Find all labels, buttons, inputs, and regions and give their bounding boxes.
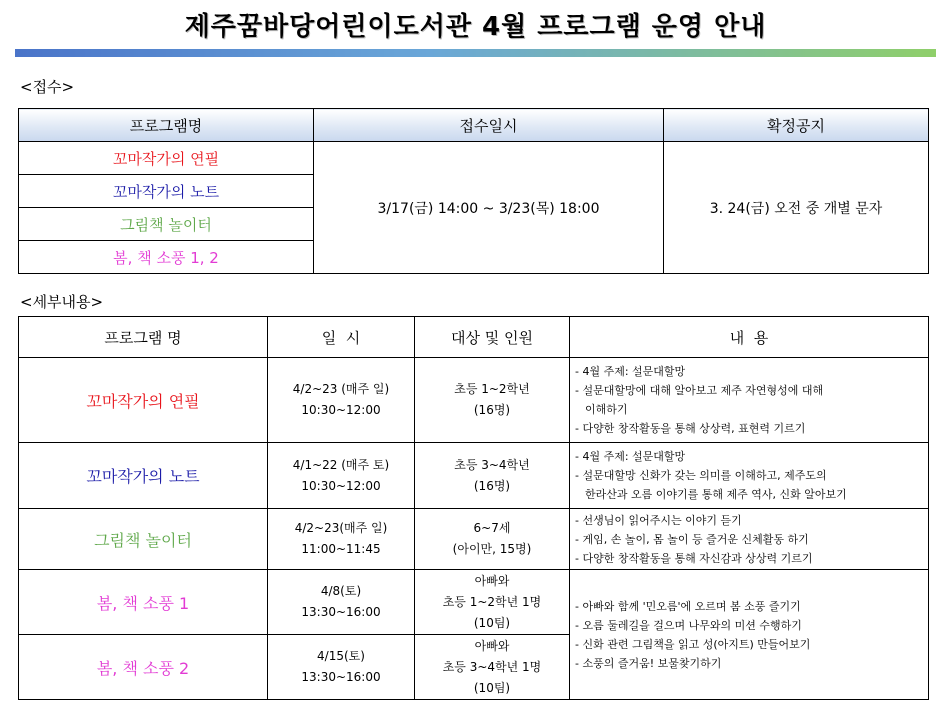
header-program-name: 프로그램명 (19, 109, 314, 142)
program-schedule (268, 570, 415, 635)
schedule-time: 13:30~16:00 (301, 670, 381, 684)
title-underline-bar (15, 49, 936, 57)
program-target (415, 358, 570, 443)
registration-program-name: 그림책 놀이터 (19, 208, 314, 241)
content-line: - 다양한 창작활동을 통해 상상력, 표현력 기르기 (575, 422, 806, 435)
target-group: 6~7세 (473, 521, 511, 535)
content-line: - 오름 둘레길을 걸으며 나무와의 미션 수행하기 (575, 618, 802, 632)
content-line: - 아빠와 함께 '민오름'에 오르며 봄 소풍 즐기기 (575, 599, 801, 613)
target-group: 초등 3~4학년 (454, 457, 530, 472)
program-schedule (268, 635, 415, 700)
details-row (19, 509, 929, 570)
target-capacity: (16명) (473, 478, 511, 493)
content-line: - 소풍의 즐거움! 보물찾기하기 (575, 656, 722, 670)
details-row (19, 358, 929, 443)
program-name: 꼬마작가의 연필 (19, 358, 268, 443)
content-line: - 설문대할망에 대해 알아보고 제주 자연형성에 대해 (575, 384, 824, 397)
program-content (570, 570, 929, 700)
program-target (415, 635, 570, 700)
registration-row (19, 142, 929, 175)
header-content: 내 용 (570, 317, 929, 358)
confirmation-notice: 3. 24(금) 오전 중 개별 문자 (664, 142, 929, 274)
program-schedule (268, 358, 415, 443)
program-name: 그림책 놀이터 (19, 509, 268, 570)
target-grade: 초등 3~4학년 1명 (442, 659, 542, 674)
target-grade: 초등 1~2학년 1명 (442, 594, 542, 609)
target-group: 아빠와 (474, 573, 510, 588)
registration-program-name: 꼬마작가의 연필 (19, 142, 314, 175)
schedule-time: 11:00~11:45 (301, 542, 381, 556)
page-title: 제주꿈바당어린이도서관 4월 프로그램 운영 안내 (184, 12, 767, 42)
program-content (570, 443, 929, 509)
target-capacity: (아이만, 15명) (452, 542, 532, 556)
program-target (415, 570, 570, 635)
schedule-dates: 4/2~23(매주 일) (294, 521, 388, 535)
program-schedule (268, 443, 415, 509)
program-target (415, 509, 570, 570)
program-name: 봄, 책 소풍 2 (19, 635, 268, 700)
content-line: - 4월 주제: 설문대할망 (575, 365, 686, 378)
schedule-time: 10:30~12:00 (301, 478, 381, 493)
registration-section-label: <접수> (20, 78, 75, 96)
schedule-time: 10:30~12:00 (301, 403, 381, 417)
registration-period: 3/17(금) 14:00 ~ 3/23(목) 18:00 (314, 142, 664, 274)
content-line: - 설문대할망 신화가 갖는 의미를 이해하고, 제주도의 (575, 469, 827, 482)
content-line: - 선생님이 읽어주시는 이야기 듣기 (575, 513, 742, 527)
header-confirmation-notice: 확정공지 (664, 109, 929, 142)
schedule-dates: 4/1~22 (매주 토) (292, 457, 390, 472)
header-schedule: 일 시 (268, 317, 415, 358)
target-capacity: (10팀) (473, 680, 511, 695)
target-capacity: (10팀) (473, 615, 511, 630)
schedule-dates: 4/15(토) (317, 649, 365, 663)
registration-header-row (19, 109, 929, 142)
schedule-dates: 4/8(토) (320, 584, 362, 598)
details-row (19, 443, 929, 509)
content-line: - 게임, 손 놀이, 몸 놀이 등 즐거운 신체활동 하기 (575, 532, 809, 546)
details-header-row (19, 317, 929, 358)
program-name: 꼬마작가의 노트 (19, 443, 268, 509)
program-schedule (268, 509, 415, 570)
schedule-dates: 4/2~23 (매주 일) (292, 382, 390, 396)
content-line: 이해하기 (585, 403, 628, 416)
content-line: - 4월 주제: 설문대할망 (575, 450, 686, 463)
target-group: 초등 1~2학년 (454, 382, 530, 396)
schedule-time: 13:30~16:00 (301, 605, 381, 619)
header-program-name: 프로그램 명 (19, 317, 268, 358)
target-capacity: (16명) (473, 403, 511, 417)
details-row (19, 570, 929, 635)
program-name: 봄, 책 소풍 1 (19, 570, 268, 635)
target-group: 아빠와 (474, 638, 510, 653)
program-content (570, 358, 929, 443)
content-line: - 신화 관련 그림책을 읽고 성(아지트) 만들어보기 (575, 637, 811, 651)
header-registration-period: 접수일시 (314, 109, 664, 142)
header-target: 대상 및 인원 (415, 317, 570, 358)
registration-program-name: 꼬마작가의 노트 (19, 175, 314, 208)
details-section-label: <세부내용> (20, 293, 104, 311)
program-content (570, 509, 929, 570)
content-line: 한라산과 오름 이야기를 통해 제주 역사, 신화 알아보기 (585, 488, 847, 501)
program-target (415, 443, 570, 509)
content-line: - 다양한 창작활동을 통해 자신감과 상상력 기르기 (575, 551, 813, 565)
details-table (18, 316, 929, 700)
registration-table (18, 108, 929, 274)
registration-program-name: 봄, 책 소풍 1, 2 (19, 241, 314, 274)
